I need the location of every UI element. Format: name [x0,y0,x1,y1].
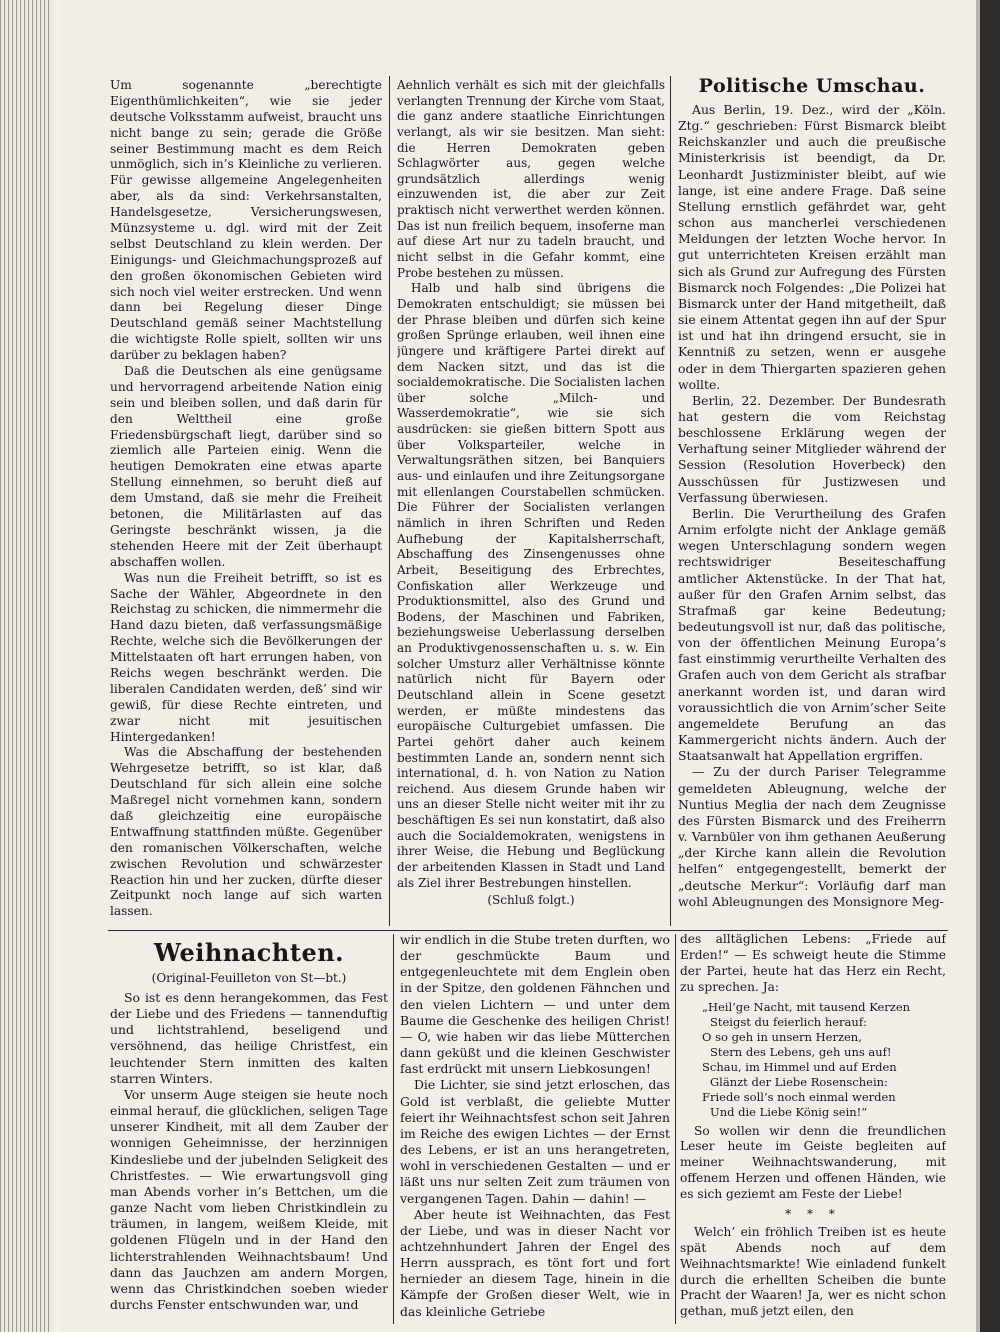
paragraph: — Zu der durch Pariser Telegramme gemeldeten Ableugnung, welche der Nuntius Meglia der nach dem Zeugnisse des Fürsten Bismarck und des Freiherrn v. Varnbüler von ihm gethanen Aeußerung „der Kirche kann allein die Revolution helfen“ entgegengestellt, bemerkt der „deutsche Merkur“: Vorläufig darf man wohl Ableugnungen des Monsignore Meg- [678,764,946,909]
column-rule [675,934,676,1324]
poem-line: Glänzt der Liebe Rosenschein: [710,1074,888,1089]
column-rule [670,76,671,926]
paragraph: Aber heute ist Weihnachten, das Fest der Liebe, und was in dieser Nacht vor achtzehnhundert Jahren der Engel des Herrn aussprach, es tönt fort und fort hernieder an diesem Tage, hinein in die Kämpfe der Großen dieser Welt, wie in das kleinliche Getriebe [400,1206,670,1319]
paragraph: So ist es denn herangekommen, das Fest der Liebe und des Friedens — tannenduftig und lichtstrahlend, beseligend und versöhnend, das heilige Christfest, ein leuchtender Stern inmitten des kalten starren Winters. [110,990,388,1086]
page-binding-edge [0,0,60,1332]
feuilleton-column-1 [110,938,388,1318]
feuilleton-rule [108,930,948,931]
paragraph: Daß die Deutschen als eine genügsame und hervorragend arbeitende Nation einig sein und bleiben sollen, und daß darin für den Welttheil eine große Friedensbürgschaft liegt, darüber sind so ziemlich alle Parteien einig. Wenn die heutigen Demokraten eine etwas aparte Stellung einnehmen, so beruht dieß auf dem Umstand, daß sie mehr die Freiheit betonen, die Militärlasten auf das Geringste beschränkt wissen, ja die stehenden Heere mit der Zeit überhaupt abschaffen wollen. [110,364,382,569]
paragraph: Was die Abschaffung der bestehenden Wehrgesetze betrifft, so ist klar, daß Deutschland für sich allein eine solche Maßregel nicht vornehmen kann, sondern daß gleichzeitig eine europäische Entwaffnung stattfinden müßte. Gegenüber den romanischen Völkerschaften, welche zwischen Revolution und schwärzester Reaction hin und her zucken, dürfte dieser Zeitpunkt noch lange auf sich warten lassen. [110,745,382,919]
paragraph: Berlin, 22. Dezember. Der Bundesrath hat gestern die vom Reichstag beschlossene Erklärung wegen der Verhaftung seiner Mitglieder während der Session (Resolution Hoverbeck) den Ausschüssen für Justizwesen und Verfassung überwiesen. [678,392,946,505]
poem-line: Und die Liebe König sein!“ [710,1104,868,1119]
poem [702,1000,946,1120]
paragraph: Die Lichter, sie sind jetzt erloschen, das Gold ist verblaßt, die geliebte Mutter feiert ihr Weihnachtsfest schon seit Jahren im Reiche des ewigen Lichtes — der Ernst des Lebens, er ist an uns herangetreten, wohl in verschiedenen Gestalten — und er läßt uns nur selten Zeit zum träumen von vergangenen Tagen. Dahin — dahin! — [400,1077,670,1206]
paragraph: Was nun die Freiheit betrifft, so ist es Sache der Wähler, Abgeordnete in den Reichstag zu schicken, die nimmermehr die Hand dazu bieten, daß verfassungsmäßige Rechte, welche sich die Bevölkerungen der Mittelstaaten oft hart errungen haben, von Reichs wegen beschränkt werden. Die liberalen Candidaten werden, deß’ sind wir gewiß, für diese Rechte eintreten, und zwar nicht mit jesuitischen Hintergedanken! [110,570,382,744]
paragraph: Halb und halb sind übrigens die Demokraten entschuldigt; sie müssen bei der Phrase bleiben und dürfen sich keine großen Sprünge erlauben, weil ihnen eine jüngere und kräftigere Partei direkt auf dem Nacken sitzt, und das ist die socialdemokratische. Die Socialisten lachen über solche „Milch- und Wasserdemokratie“, wie sie sich ausdrücken: sie gießen bittern Spott aus über Volksparteiler, welche in Verwaltungsräthen sitzen, bei Banquiers aus- und einlaufen und ihre Zeitungsorgane mit ellenlangen Courstabellen schmücken. Die Führer der Socialisten verlangen nämlich in ihren Schriften und Reden Aufhebung der Kapitalsherrschaft, Abschaffung des Zinsengenusses ohne Arbeit, Beseitigung des Erbrechtes, Confiskation aller Werkzeuge und Produktionsmittel, also des Grund und Bodens, der Maschinen und Fabriken, beziehungsweise Ueberlassung derselben an Produktivgenossenschaften u. s. w. Ein solcher Umsturz aller Verhältnisse könnte natürlich nicht für Bayern oder Deutschland allein in Scene gesetzt werden, er müßte mindestens das europäische Culturgebiet umfassen. Die Partei gehört daher auch keinem bestimmten Lande an, sondern nennt sich international, d. h. von Nation zu Nation reichend. Aus diesem Grunde haben wir uns an dieser Stelle nicht weiter mit ihr zu beschäftigen Es sei nun konstatirt, daß also auch die Socialdemokraten, wenigstens in ihrer Weise, die Hebung und Beglückung der arbeitenden Klassen in Stadt und Land als Ziel ihrer Bestrebungen hinstellen. [397,281,665,890]
paragraph: des alltäglichen Lebens: „Friede auf Erden!“ — Es schweigt heute die Stimme der Partei, heute hat das Herz ein Recht, zu sprechen. Ja: [680,932,946,994]
column-rule [389,76,390,926]
column-rule [393,934,394,1324]
feuilleton-subtitle: (Original-Feuilleton von St—bt.) [151,971,347,985]
section-heading: Politische Umschau. [698,75,926,97]
continued-note: (Schluß folgt.) [487,893,575,908]
feuilleton-column-3 [680,932,946,1322]
feuilleton-column-2 [400,932,670,1322]
feuilleton-title: Weihnachten. [153,938,345,967]
section-mark: * * * [785,1207,841,1222]
paragraph: wir endlich in die Stube treten durften, wo der geschmückte Baum und entgegenleuchtete mit dem Englein oben in der Spitze, den goldenen Fähnchen und den vielen Lichtern — und unter dem Baume die Geschenke des heiligen Christ! — O, wie haben wir das liebe Mütterchen dann geküßt und die kleinen Geschwister fast erdrückt mit unsern Liebkosungen! [400,932,670,1077]
column-2 [397,78,665,923]
poem-line: Stern des Lebens, geh uns auf! [710,1044,892,1059]
paragraph: Aus Berlin, 19. Dez., wird der „Köln. Ztg.“ geschrieben: Fürst Bismarck bleibt Reichskanzler und auch die preußische Ministerkrisis ist beendigt, da Dr. Leonhardt Justizminister bleibt, auf wie lange, ist eine andere Frage. Daß seine Stellung ernstlich gefährdet war, geht schon aus mancherlei verschiedenen Meldungen der letzten Woche hervor. In gut unterrichteten Kreisen erzählt man sich als Grund zur Aufregung des Fürsten Bismarck noch Folgendes: „Die Polizei hat Bismarck unter der Hand mitgetheilt, daß sie einem Attentat gegen ihn auf der Spur ist und hat ihn dringend ersucht, sie in Kenntniß zu setzen, wenn er ausgehe oder in dem Thiergarten spazieren gehen wollte. [678,102,946,392]
poem-line: O so geh in unsern Herzen, [702,1029,862,1044]
poem-line: Schau, im Himmel und auf Erden [702,1059,897,1074]
paragraph: Um sogenannte „berechtigte Eigenthümlichkeiten“, wie sie jeder deutsche Volksstamm aufweist, braucht uns nicht bange zu sein; gerade die Größe seiner Bestimmung macht es dem Reich unmöglich, sich in’s Kleinliche zu verlieren. Für gewisse allgemeine Angelegenheiten aber, als da sind: Verkehrsanstalten, Handelsgesetze, Versicherungswesen, Münzsysteme u. dgl. wird mit der Zeit selbst Deutschland zu klein werden. Der Einigungs- und Gleichmachungsprozeß auf den großen ökonomischen Gebieten wird sich noch viel weiter erstrecken. Und wenn dann bei Regelung dieser Dinge Deutschland gemäß seiner Machtstellung die wichtigste Rolle spielt, sollten wir uns darüber zu beklagen haben? [110,78,382,363]
paragraph: Aehnlich verhält es sich mit der gleichfalls verlangten Trennung der Kirche vom Staat, die ganz andere staatliche Einrichtungen verlangt, als wir sie besitzen. Man sieht: die Herren Demokraten geben Schlagwörter aus, gegen welche grundsätzlich allerdings wenig einzuwenden ist, die aber zur Zeit praktisch nicht verwerthet werden können. Das ist nun freilich bequem, insoferne man auf diese Art nur zu tadeln braucht, und nicht selbst in die Gefahr kommt, eine Probe bestehen zu müssen. [397,78,665,280]
paragraph: Welch’ ein fröhlich Treiben ist es heute spät Abends noch auf dem Weihnachtsmarkte! Wie einladend funkelt durch die erhellten Scheiben die bunte Pracht der Waaren! Ja, wer es nicht schon gethan, muß jetzt eilen, den [680,1224,946,1319]
scan-border [976,0,1000,1332]
poem-line: Friede soll’s noch einmal werden [702,1089,896,1104]
column-3 [678,74,946,926]
poem-line: Steigst du feierlich herauf: [710,1014,867,1029]
column-1 [110,78,382,923]
poem-line: „Heil’ge Nacht, mit tausend Kerzen [702,999,911,1014]
paragraph: So wollen wir denn die freundlichen Leser heute im Geiste begleiten auf meiner Weihnachtswanderung, mit offenem Herzen und offenen Händen, wie es sich geziemt am Feste der Liebe! [680,1123,946,1202]
paragraph: Vor unserm Auge steigen sie heute noch einmal herauf, die glücklichen, seligen Tage unserer Kindheit, mit all dem Zauber der wonnigen Geheimnisse, der herzinnigen Kindesliebe und der jubelnden Seligkeit des Christfestes. — Wie erwartungsvoll ging man Abends vorher in’s Bettchen, um die ganze Nacht vom lieben Christkindlein zu träumen, in langem, weißem Kleide, mit goldenen Flügeln und in der Hand den lichterstrahlenden Weihnachtsbaum! Und dann das Jauchzen am andern Morgen, wenn das Christkindchen soeben wieder durchs Fenster entschwunden war, und [110,1086,388,1312]
paragraph: Berlin. Die Verurtheilung des Grafen Arnim erfolgte nicht der Anklage gemäß wegen Unterschlagung sondern wegen rechtswidriger Beseiteschaffung amtlicher Aktenstücke. In der That hat, außer für den Grafen Arnim selbst, das Strafmaß gar keine Bedeutung; bedeutungsvoll ist nur, daß das politische, von der öffentlichen Meinung Europa’s fast einstimmig verurtheilte Verhalten des Grafen auch von dem Gericht als strafbar anerkannt worden ist, und daran wird voraussichtlich die von Arnim’scher Seite angemeldete Berufung an das Kammergericht nichts ändern. Auch der Staatsanwalt hat Appellation ergriffen. [678,505,946,764]
